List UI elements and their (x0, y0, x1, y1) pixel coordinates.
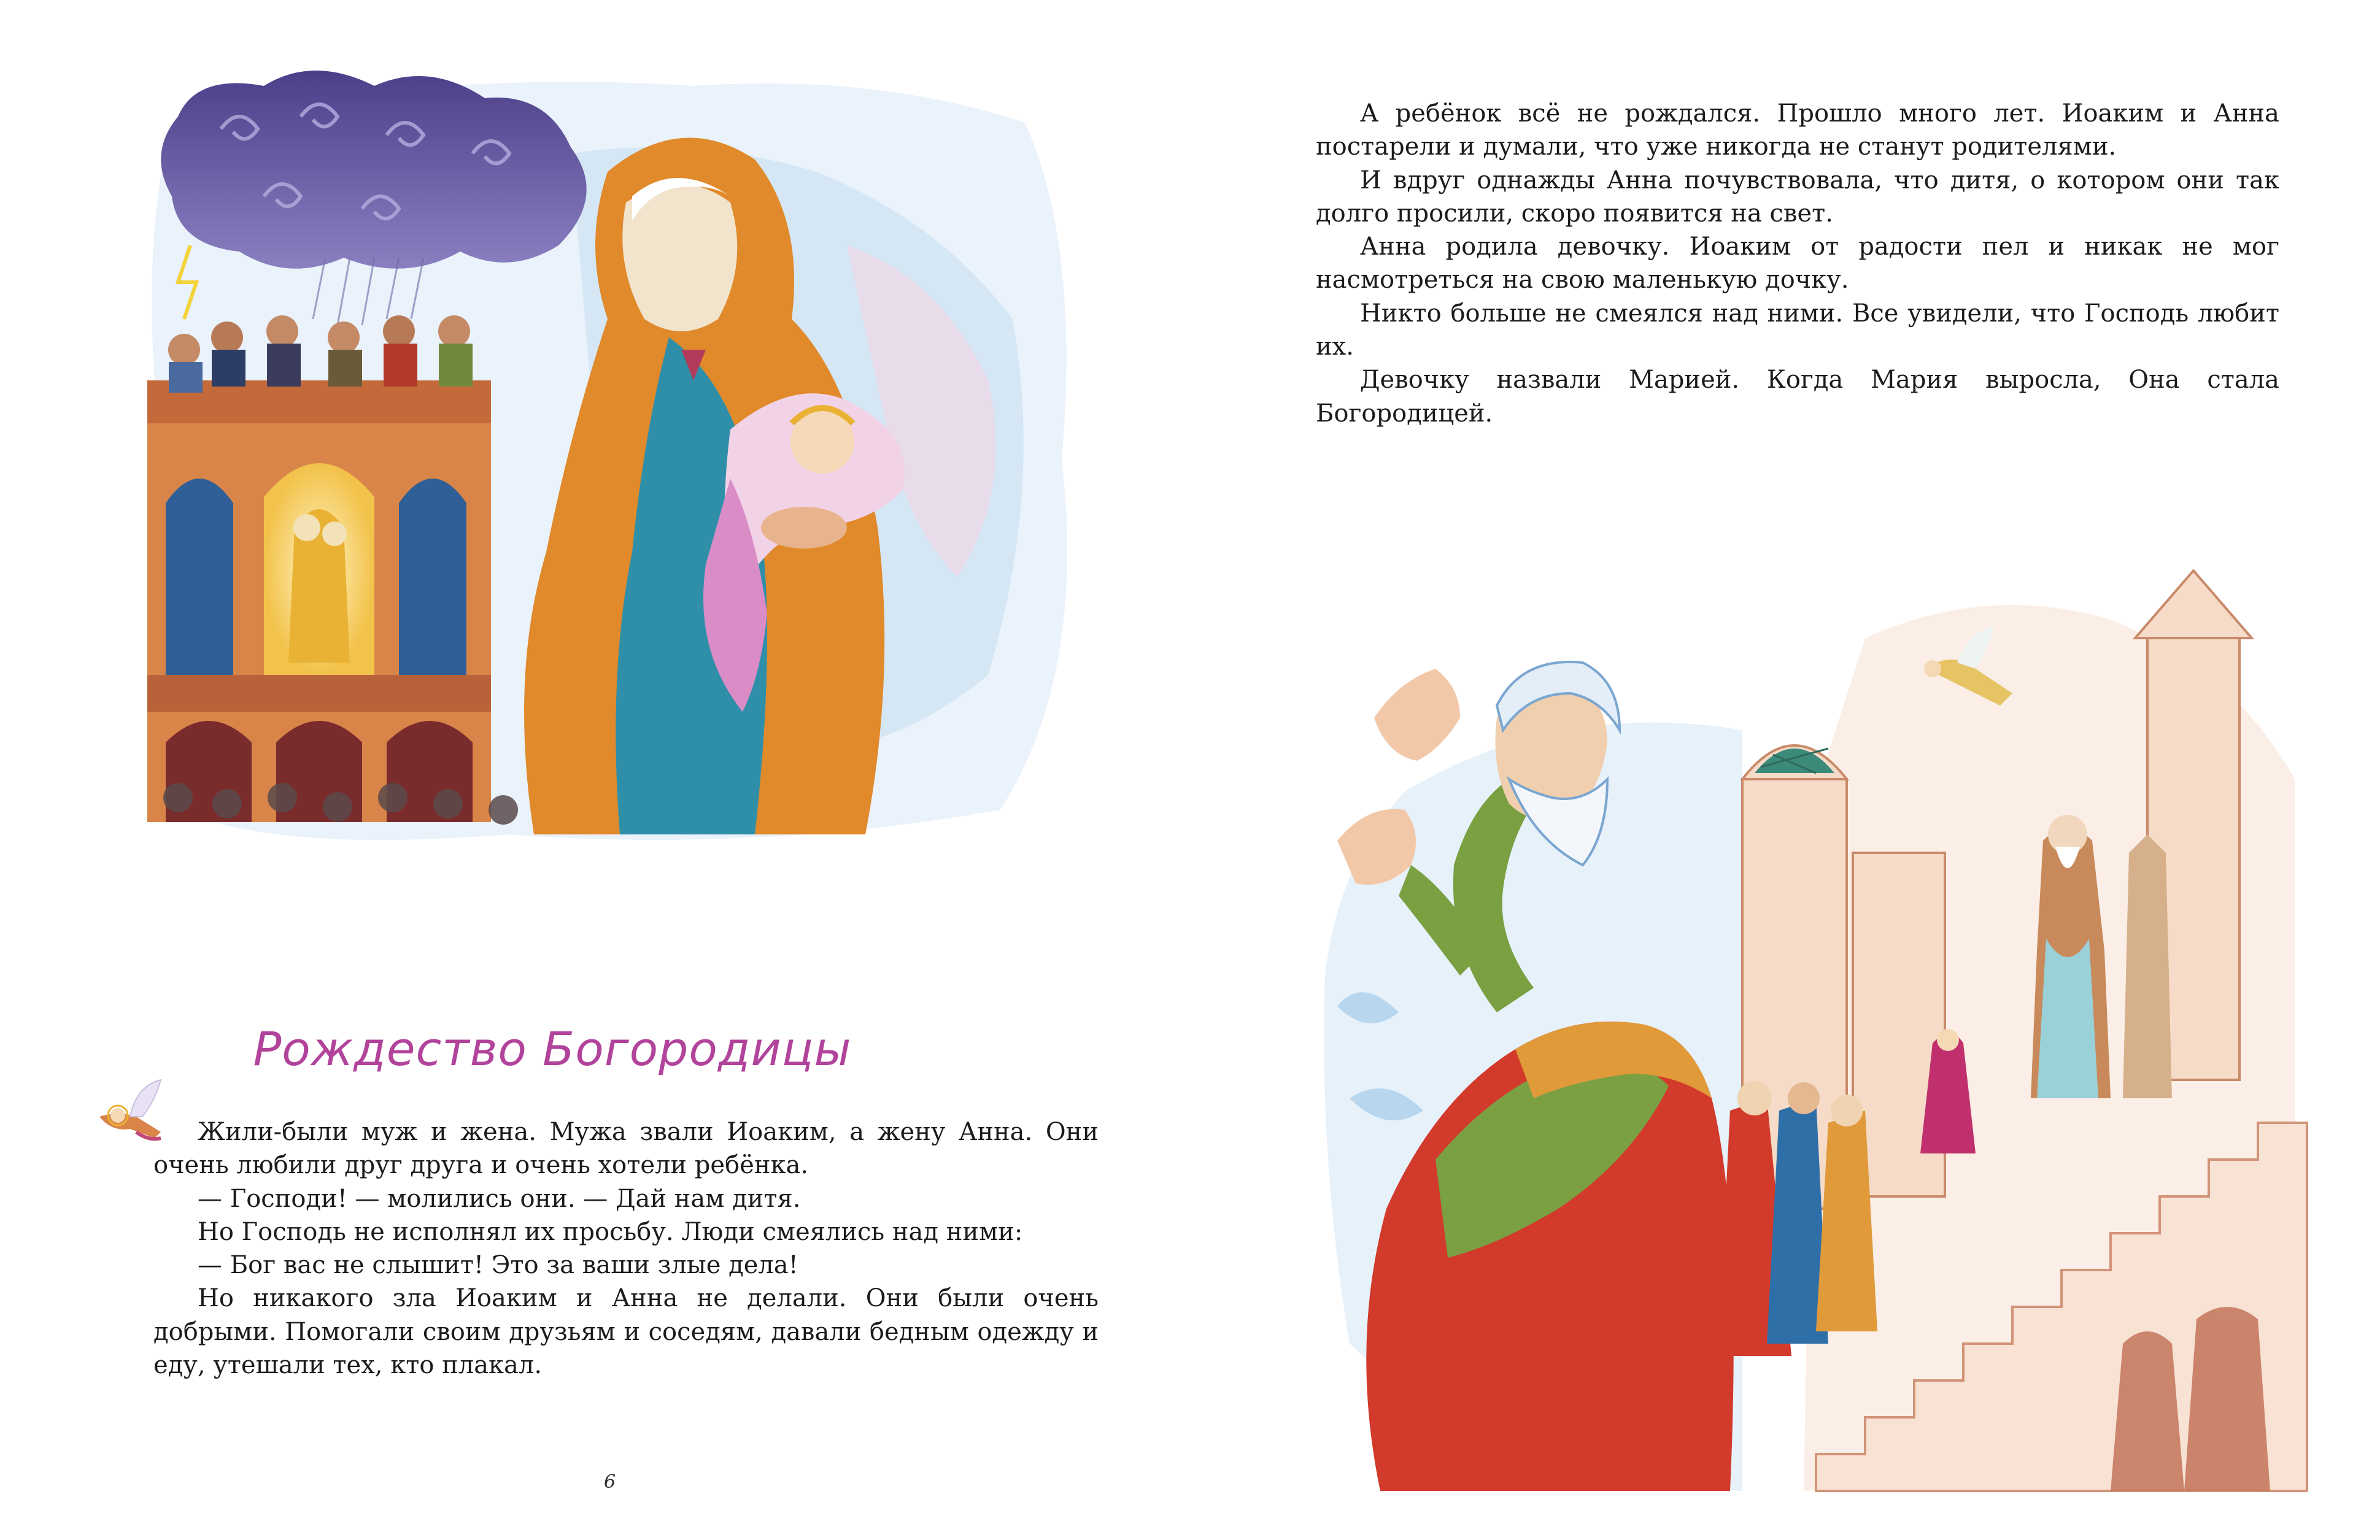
anna-with-baby-illustration (141, 61, 1099, 859)
story-title: Рождество Богородицы (253, 1022, 852, 1076)
paragraph: Но никакого зла Иоаким и Анна не делали. Они были очень добрыми. Помогали своим друзьям и соседям, давали бедным одежду и еду, утешали тех, кто плакал. (153, 1284, 1099, 1380)
paragraph: — Бог вас не слышит! Это за ваши злые дела! (198, 1251, 798, 1280)
page-number: 6 (604, 1471, 616, 1493)
story-text-right (1316, 97, 2279, 430)
paragraph: Но Господь не исполнял их просьбу. Люди смеялись над ними: (198, 1217, 1023, 1246)
paragraph: Жили-были муж и жена. Мужа звали Иоаким, а жену Анна. Они очень любили друг друга и очень хотели ребёнка. (153, 1118, 1099, 1180)
paragraph: Никто больше не смеялся над ними. Все увидели, что Господь любит их. (1316, 299, 2279, 361)
right-page (1190, 0, 2380, 1540)
joachim-temple-stairs-illustration (1313, 546, 2319, 1503)
paragraph: — Господи! — молились они. — Дай нам дитя. (198, 1184, 801, 1213)
paragraph: И вдруг однажды Анна почувствовала, что дитя, о котором они так долго просили, скоро появится на свет. (1316, 166, 2279, 228)
paragraph: Анна родила девочку. Иоаким от радости пел и никак не мог насмотреться на свою маленькую дочку. (1316, 233, 2279, 295)
story-text-left (153, 1115, 1099, 1382)
paragraph: А ребёнок всё не рождался. Прошло много лет. Иоаким и Анна постарели и думали, что уже никогда не станут родителями. (1316, 99, 2279, 161)
paragraph: Девочку назвали Марией. Когда Мария выросла, Она стала Богородицей. (1316, 366, 2279, 428)
